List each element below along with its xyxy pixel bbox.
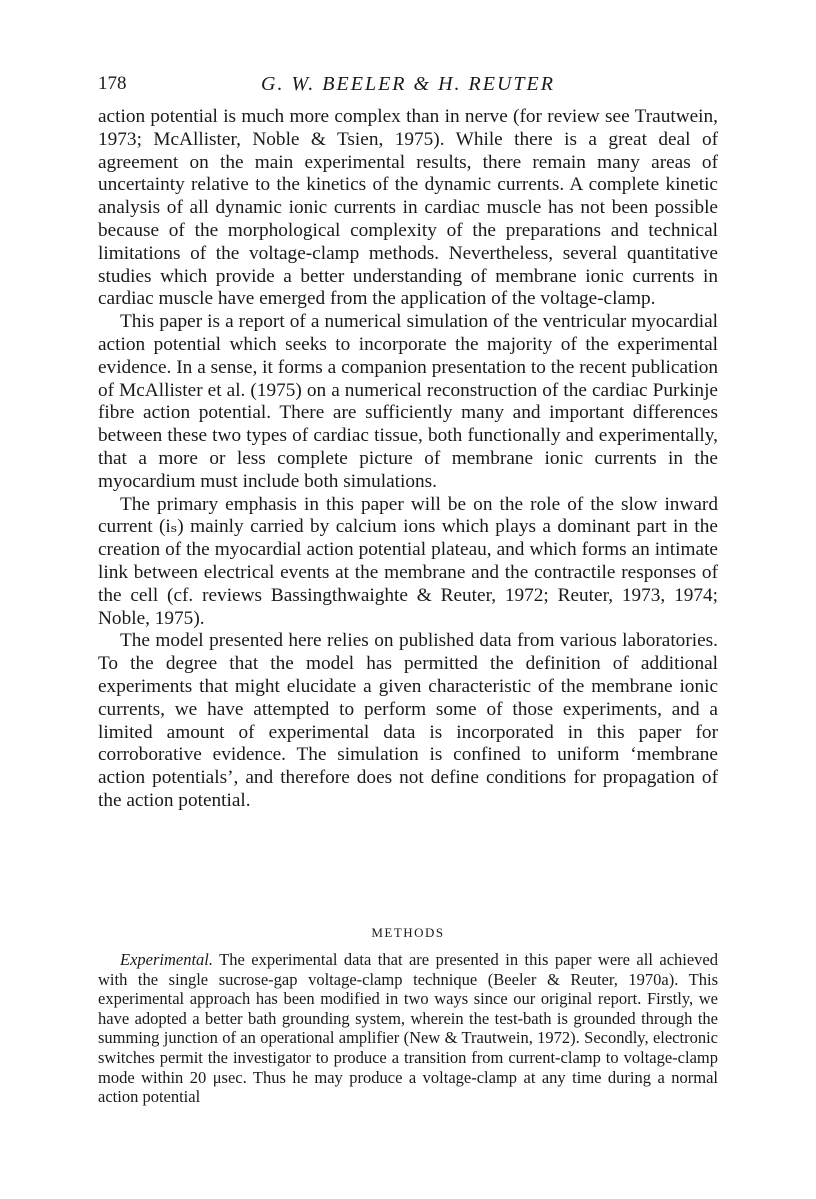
running-head: G. W. BEELER & H. REUTER [261,73,555,95]
run-in-heading: Experimental. [120,950,214,969]
paragraph: The primary emphasis in this paper will be on the role of the slow inward current (iₛ) mainly carried by calcium ions which plays a dominant part in the creation of the myocardial action potential plateau, and which forms an intimate link between electrical events at the membrane and the contractile responses of the cell (cf. reviews Bassingthwaighte & Reuter, 1972; Reuter, 1973, 1974; Noble, 1975). [98,493,718,629]
paragraph: This paper is a report of a numerical simulation of the ventricular myocardial action potential which seeks to incorporate the majority of the experimental evidence. In a sense, it forms a companion presentation to the recent publication of McAllister et al. (1975) on a numerical reconstruction of the cardiac Purkinje fibre action potential. There are sufficiently many and important differences between these two types of cardiac tissue, both functionally and experimentally, that a more or less complete picture of membrane ionic currents in the myocardium must include both simulations. [98,311,718,492]
page-header [98,73,718,103]
paragraph: The model presented here relies on published data from various laboratories. To the degree that the model has permitted the definition of additional experiments that might elucidate a given characteristic of the membrane ionic currents, we have attempted to perform some of those experiments, and a limited amount of experimental data is incorporated in this paper for corroborative evidence. The simulation is confined to uniform ‘membrane action potentials’, and therefore does not define conditions for propagation of the action potential. [98,630,718,811]
methods-text [98,950,718,1107]
section-heading-methods: METHODS [371,925,445,940]
main-text [98,106,718,813]
methods-paragraph [98,950,718,1107]
methods-paragraph-text: The experimental data that are presented in this paper were all achieved with the single sucrose-gap voltage-clamp technique (Beeler & Reuter, 1970a). This experimental approach has been modified in two ways since our original report. Firstly, we have adopted a better bath grounding system, wherein the test-bath is grounded through the summing junction of an operational amplifier (New & Trautwein, 1972). Secondly, electronic switches permit the investigator to produce a transition from current-clamp to voltage-clamp mode within 20 μsec. Thus he may produce a voltage-clamp at any time during a normal action potential [98,950,718,1107]
paragraph-continued: action potential is much more complex than in nerve (for review see Trautwein, 1973; McAllister, Noble & Tsien, 1975). While there is a great deal of agreement on the main experimental results, there remain many areas of uncertainty relative to the kinetics of the dynamic currents. A complete kinetic analysis of all dynamic ionic currents in cardiac muscle has not been possible because of the morphological complexity of the preparations and technical limitations of the voltage-clamp methods. Nevertheless, several quantitative studies which provide a better understanding of membrane ionic currents in cardiac muscle have emerged from the application of the voltage-clamp. [98,106,718,310]
page-number: 178 [98,73,127,94]
